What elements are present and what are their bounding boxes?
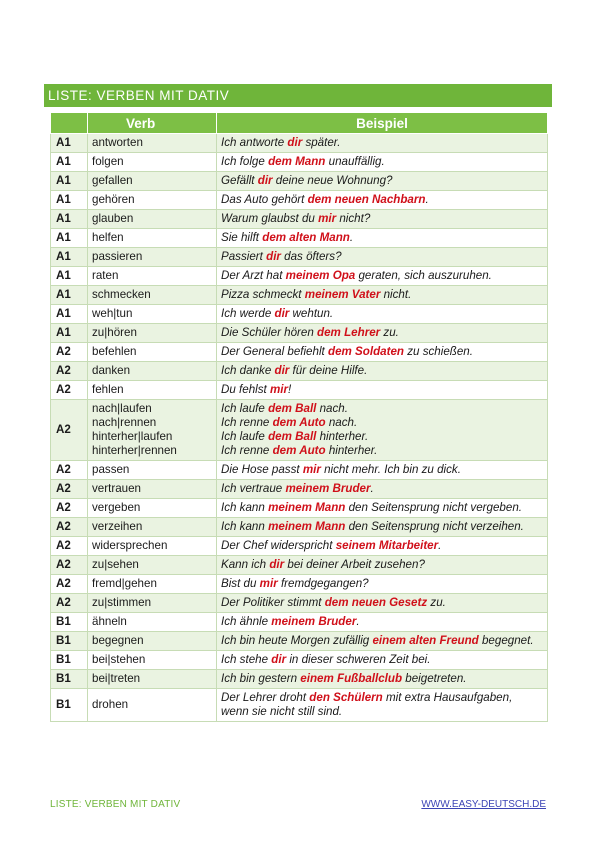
dative-object: dem Soldaten	[327, 345, 405, 358]
example-text: das öfters?	[280, 250, 342, 263]
verb-text: fehlen	[92, 383, 124, 396]
verb-cell	[88, 286, 217, 305]
example-text: hinterher.	[325, 444, 378, 457]
level-cell: A2	[51, 362, 88, 381]
example-cell	[217, 267, 548, 286]
example-cell	[217, 172, 548, 191]
example-line	[221, 482, 543, 496]
verb-cell	[88, 499, 217, 518]
dative-object: mir	[259, 577, 278, 590]
example-text: Bist du	[221, 577, 260, 590]
example-line	[221, 193, 543, 207]
example-text: Der General befiehlt	[221, 345, 328, 358]
example-text: Ich bin gestern	[221, 672, 301, 685]
example-text: Ich danke	[221, 364, 275, 377]
example-cell	[217, 153, 548, 172]
verb-table	[50, 112, 548, 722]
verb-cell	[88, 172, 217, 191]
example-cell	[217, 362, 548, 381]
level-cell: A2	[51, 381, 88, 400]
verb-text: antworten	[92, 136, 143, 149]
verb-cell	[88, 575, 217, 594]
verb-text: nach|rennen	[92, 416, 157, 429]
example-text: zu schießen.	[404, 345, 473, 358]
level-cell: A1	[51, 191, 88, 210]
header-verb: Verb	[88, 113, 217, 134]
example-line	[221, 416, 543, 430]
example-line	[221, 288, 543, 302]
example-cell	[217, 556, 548, 575]
example-line	[221, 672, 543, 686]
verb-cell	[88, 689, 217, 722]
dative-object: dir	[271, 653, 287, 666]
example-cell	[217, 480, 548, 499]
table-header-row	[51, 113, 548, 134]
dative-object: einem Fußballclub	[300, 672, 403, 685]
level-cell: A2	[51, 575, 88, 594]
example-text: Passiert	[221, 250, 267, 263]
example-text: wehtun.	[289, 307, 334, 320]
dative-object: dem neuen Nachbarn	[307, 193, 426, 206]
example-text: Die Hose passt	[221, 463, 303, 476]
example-text: hinterher.	[316, 430, 369, 443]
dative-object: meinem Bruder	[285, 482, 371, 495]
example-text: Ich werde	[221, 307, 275, 320]
example-text: beigetreten.	[402, 672, 467, 685]
example-text: den Seitensprung nicht verzeihen.	[345, 520, 524, 533]
verb-cell	[88, 537, 217, 556]
example-text: fremdgegangen?	[277, 577, 369, 590]
level-cell: A2	[51, 518, 88, 537]
dative-object: meinem Opa	[285, 269, 356, 282]
table-row	[51, 537, 548, 556]
example-text: später.	[302, 136, 341, 149]
example-line	[221, 307, 543, 321]
example-text: Ich laufe	[221, 430, 269, 443]
verb-cell	[88, 651, 217, 670]
level-cell: B1	[51, 651, 88, 670]
table-row	[51, 651, 548, 670]
example-text: !	[288, 383, 292, 396]
verb-cell	[88, 229, 217, 248]
example-text: geraten, sich auszuruhen.	[355, 269, 492, 282]
table-row	[51, 632, 548, 651]
example-text: Ich laufe	[221, 402, 269, 415]
example-text: in dieser schweren Zeit bei.	[286, 653, 431, 666]
example-text: den Seitensprung nicht vergeben.	[345, 501, 522, 514]
verb-cell	[88, 381, 217, 400]
verb-text: drohen	[92, 698, 129, 711]
verb-text: nach|laufen	[92, 402, 152, 415]
dative-object: dem Auto	[272, 444, 326, 457]
example-line	[221, 463, 543, 477]
example-text: Ich renne	[221, 416, 273, 429]
level-cell: A1	[51, 286, 88, 305]
level-cell: B1	[51, 689, 88, 722]
example-line	[221, 269, 543, 283]
example-text: mit extra Hausaufgaben, wenn sie nicht still sind.	[221, 691, 513, 718]
verb-text: gefallen	[92, 174, 133, 187]
dative-object: dir	[269, 558, 285, 571]
example-text: Gefällt	[221, 174, 258, 187]
dative-object: meinem Vater	[304, 288, 381, 301]
verb-cell	[88, 191, 217, 210]
verb-text: bei|treten	[92, 672, 141, 685]
example-cell	[217, 381, 548, 400]
verb-text: schmecken	[92, 288, 151, 301]
example-line	[221, 364, 543, 378]
level-cell: A1	[51, 324, 88, 343]
example-cell	[217, 594, 548, 613]
example-cell	[217, 632, 548, 651]
example-text: bei deiner Arbeit zusehen?	[284, 558, 425, 571]
example-text: nach.	[325, 416, 358, 429]
verb-text: danken	[92, 364, 131, 377]
verb-text: passen	[92, 463, 130, 476]
example-text: .	[438, 539, 442, 552]
header-example: Beispiel	[217, 113, 548, 134]
table-row	[51, 172, 548, 191]
example-text: .	[356, 615, 360, 628]
example-line	[221, 402, 543, 416]
level-cell: A1	[51, 305, 88, 324]
example-text: nicht?	[336, 212, 371, 225]
example-text: Das Auto gehört	[221, 193, 308, 206]
verb-cell	[88, 362, 217, 381]
verb-text: raten	[92, 269, 119, 282]
example-cell	[217, 191, 548, 210]
level-cell: A2	[51, 499, 88, 518]
table-row	[51, 210, 548, 229]
example-text: Du fehlst	[221, 383, 270, 396]
example-line	[221, 653, 543, 667]
example-cell	[217, 537, 548, 556]
dative-object: seinem Mitarbeiter	[335, 539, 439, 552]
verb-text: hinterher|rennen	[92, 444, 177, 457]
example-line	[221, 444, 543, 458]
example-line	[221, 383, 543, 397]
verb-text: fremd|gehen	[92, 577, 157, 590]
verb-cell	[88, 210, 217, 229]
verb-cell	[88, 134, 217, 153]
example-line	[221, 615, 543, 629]
example-text: unauffällig.	[325, 155, 385, 168]
table-body	[51, 134, 548, 722]
dative-object: meinem Bruder	[271, 615, 357, 628]
dative-object: dem neuen Gesetz	[324, 596, 428, 609]
verb-cell	[88, 153, 217, 172]
dative-object: dem alten Mann	[262, 231, 350, 244]
example-text: Der Politiker stimmt	[221, 596, 325, 609]
example-text: Der Lehrer droht	[221, 691, 310, 704]
verb-cell	[88, 594, 217, 613]
example-line	[221, 345, 543, 359]
example-cell	[217, 286, 548, 305]
table-row	[51, 362, 548, 381]
dative-object: dir	[287, 136, 303, 149]
verb-text: vergeben	[92, 501, 141, 514]
dative-object: mir	[302, 463, 321, 476]
page-title: LISTE: VERBEN MIT DATIV	[44, 84, 552, 107]
example-text: zu.	[427, 596, 446, 609]
level-cell: B1	[51, 670, 88, 689]
verb-cell	[88, 305, 217, 324]
verb-text: zu|stimmen	[92, 596, 152, 609]
example-text: für deine Hilfe.	[289, 364, 368, 377]
verb-cell	[88, 324, 217, 343]
dative-object: einem alten Freund	[372, 634, 479, 647]
example-text: .	[425, 193, 429, 206]
table-row	[51, 343, 548, 362]
example-text: nach.	[316, 402, 348, 415]
dative-object: meinem Mann	[268, 501, 346, 514]
verb-cell	[88, 670, 217, 689]
example-text: Ich antworte	[221, 136, 288, 149]
example-text: Kann ich	[221, 558, 270, 571]
example-line	[221, 155, 543, 169]
dative-object: dem Mann	[268, 155, 326, 168]
footer-title: LISTE: VERBEN MIT DATIV	[50, 799, 181, 810]
example-line	[221, 558, 543, 572]
table-row	[51, 518, 548, 537]
verb-text: widersprechen	[92, 539, 168, 552]
example-line	[221, 430, 543, 444]
dative-object: mir	[318, 212, 337, 225]
example-text: Ich kann	[221, 501, 269, 514]
verb-text: verzeihen	[92, 520, 143, 533]
table-row	[51, 324, 548, 343]
example-text: Ich bin heute Morgen zufällig	[221, 634, 373, 647]
level-cell: B1	[51, 632, 88, 651]
example-cell	[217, 575, 548, 594]
example-text: Sie hilft	[221, 231, 263, 244]
example-cell	[217, 689, 548, 722]
dative-object: dir	[266, 250, 281, 263]
dative-object: dem Auto	[272, 416, 326, 429]
example-text: Warum glaubst du	[221, 212, 319, 225]
level-cell: A1	[51, 267, 88, 286]
level-cell: A2	[51, 480, 88, 499]
example-line	[221, 539, 543, 553]
level-cell: B1	[51, 613, 88, 632]
verb-text: begegnen	[92, 634, 144, 647]
verb-cell	[88, 400, 217, 461]
example-text: Ich renne	[221, 444, 273, 457]
verb-cell	[88, 267, 217, 286]
example-text: begegnet.	[478, 634, 534, 647]
example-text: Ich stehe	[221, 653, 272, 666]
example-cell	[217, 400, 548, 461]
level-cell: A2	[51, 343, 88, 362]
level-cell: A1	[51, 153, 88, 172]
table-row	[51, 575, 548, 594]
level-cell: A1	[51, 172, 88, 191]
table-row	[51, 305, 548, 324]
example-line	[221, 136, 543, 150]
example-cell	[217, 210, 548, 229]
example-line	[221, 231, 543, 245]
example-cell	[217, 461, 548, 480]
verb-cell	[88, 556, 217, 575]
level-cell: A2	[51, 400, 88, 461]
table-row	[51, 480, 548, 499]
dative-object: dem Ball	[268, 430, 317, 443]
example-text: Ich folge	[221, 155, 269, 168]
table-row	[51, 191, 548, 210]
verb-text: hinterher|laufen	[92, 430, 173, 443]
example-text: deine neue Wohnung?	[272, 174, 393, 187]
example-line	[221, 691, 543, 719]
example-line	[221, 634, 543, 648]
example-cell	[217, 343, 548, 362]
table-row	[51, 400, 548, 461]
example-line	[221, 577, 543, 591]
table-row	[51, 248, 548, 267]
verb-text: vertrauen	[92, 482, 141, 495]
level-cell: A1	[51, 248, 88, 267]
table-row	[51, 594, 548, 613]
example-line	[221, 326, 543, 340]
verb-cell	[88, 518, 217, 537]
level-cell: A2	[51, 537, 88, 556]
example-text: nicht.	[380, 288, 412, 301]
example-text: Ich vertraue	[221, 482, 286, 495]
verb-cell	[88, 480, 217, 499]
example-line	[221, 596, 543, 610]
example-text: zu.	[380, 326, 399, 339]
header-level	[51, 113, 88, 134]
level-cell: A1	[51, 229, 88, 248]
example-cell	[217, 670, 548, 689]
verb-cell	[88, 632, 217, 651]
dative-object: dir	[274, 364, 290, 377]
verb-text: glauben	[92, 212, 134, 225]
verb-text: folgen	[92, 155, 124, 168]
footer-link[interactable]: WWW.EASY-DEUTSCH.DE	[421, 799, 546, 810]
example-text: Pizza schmeckt	[221, 288, 305, 301]
verb-cell	[88, 343, 217, 362]
dative-object: den Schülern	[309, 691, 383, 704]
level-cell: A1	[51, 134, 88, 153]
dative-object: dir	[274, 307, 290, 320]
level-cell: A2	[51, 556, 88, 575]
example-cell	[217, 305, 548, 324]
example-cell	[217, 134, 548, 153]
verb-cell	[88, 461, 217, 480]
table-row	[51, 286, 548, 305]
table-row	[51, 381, 548, 400]
verb-text: weh|tun	[92, 307, 133, 320]
example-line	[221, 520, 543, 534]
example-cell	[217, 324, 548, 343]
dative-object: dem Ball	[268, 402, 317, 415]
example-line	[221, 212, 543, 226]
example-line	[221, 501, 543, 515]
example-cell	[217, 229, 548, 248]
verb-text: passieren	[92, 250, 143, 263]
table-row	[51, 134, 548, 153]
verb-text: gehören	[92, 193, 135, 206]
example-text: Ich ähnle	[221, 615, 272, 628]
verb-text: zu|sehen	[92, 558, 139, 571]
example-text: Der Chef widerspricht	[221, 539, 336, 552]
example-text: .	[370, 482, 374, 495]
verb-text: helfen	[92, 231, 124, 244]
example-cell	[217, 613, 548, 632]
example-line	[221, 250, 543, 264]
level-cell: A1	[51, 210, 88, 229]
table-row	[51, 499, 548, 518]
example-cell	[217, 518, 548, 537]
example-line	[221, 174, 543, 188]
table-row	[51, 670, 548, 689]
table-row	[51, 267, 548, 286]
table-row	[51, 556, 548, 575]
dative-object: meinem Mann	[268, 520, 346, 533]
example-text: .	[349, 231, 354, 244]
example-text: nicht mehr. Ich bin zu dick.	[320, 463, 461, 476]
verb-text: bei|stehen	[92, 653, 146, 666]
level-cell: A2	[51, 594, 88, 613]
example-cell	[217, 651, 548, 670]
dative-object: mir	[269, 383, 289, 396]
example-text: Die Schüler hören	[221, 326, 318, 339]
table-row	[51, 613, 548, 632]
example-cell	[217, 248, 548, 267]
example-text: Ich kann	[221, 520, 269, 533]
example-cell	[217, 499, 548, 518]
level-cell: A2	[51, 461, 88, 480]
verb-text: zu|hören	[92, 326, 137, 339]
table-row	[51, 153, 548, 172]
example-text: Der Arzt hat	[221, 269, 286, 282]
dative-object: dem Lehrer	[317, 326, 381, 339]
verb-cell	[88, 248, 217, 267]
verb-text: befehlen	[92, 345, 137, 358]
dative-object: dir	[257, 174, 273, 187]
table-row	[51, 689, 548, 722]
table-row	[51, 229, 548, 248]
table-row	[51, 461, 548, 480]
verb-cell	[88, 613, 217, 632]
verb-text: ähneln	[92, 615, 127, 628]
